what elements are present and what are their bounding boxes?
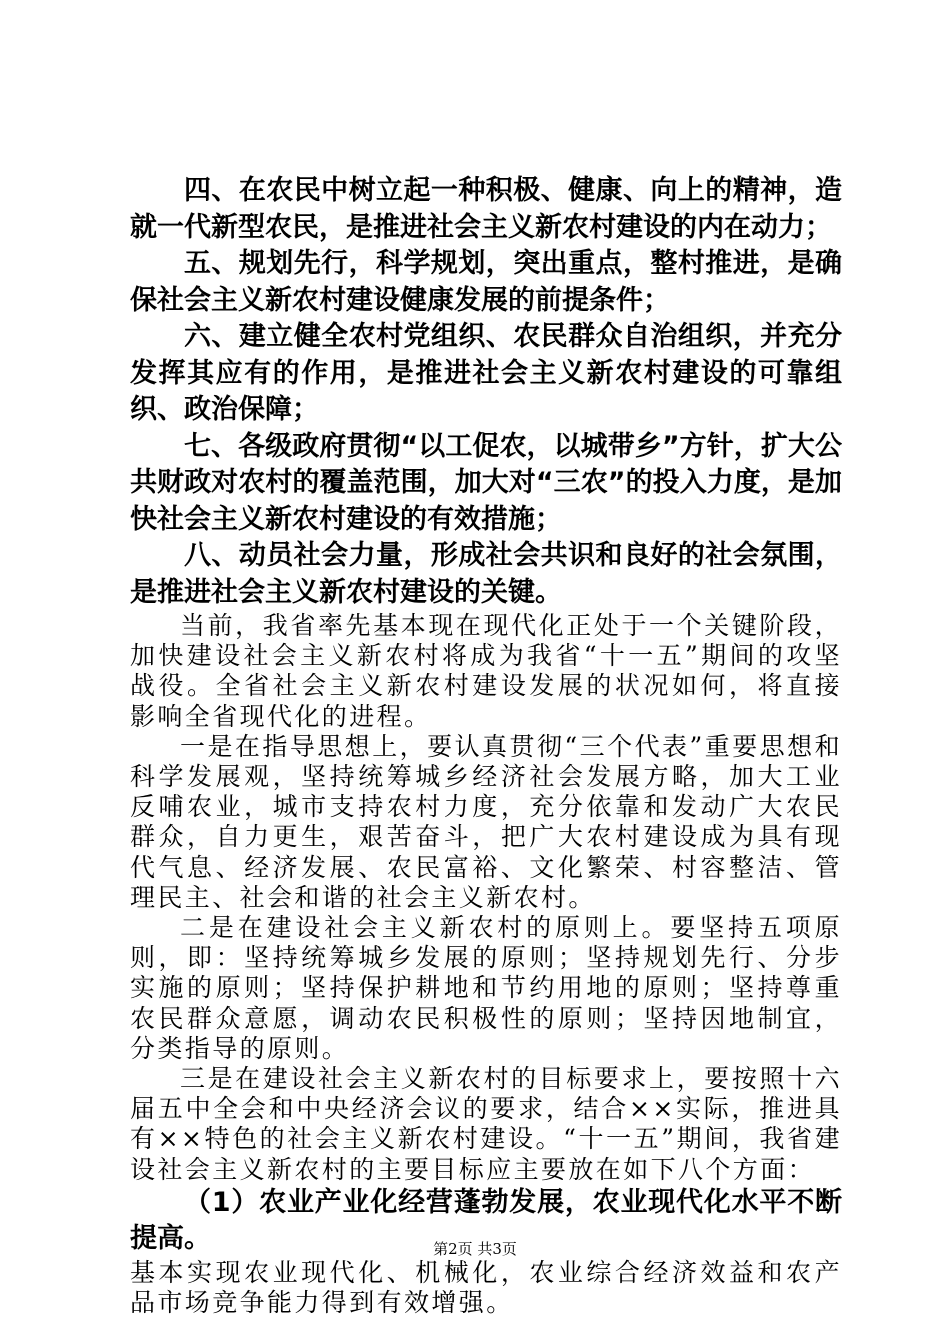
paragraph-targets: 三是在建设社会主义新农村的目标要求上，要按照十六届五中全会和中央经济会议的要求，结合××实际，推进具有××特色的社会主义新农村建设。“十一五”期间，我省建设社会主义新农村的主要目标应主要放在如下八个方面：	[130, 1064, 842, 1184]
paragraph-target-1-body: 基本实现农业现代化、机械化，农业综合经济效益和农产品市场竞争能力得到有效增强。	[130, 1257, 842, 1318]
paragraph-4: 四、在农民中树立起一种积极、健康、向上的精神，造就一代新型农民，是推进社会主义新农村建设的内在动力；	[130, 175, 842, 243]
paragraph-8: 八、动员社会力量，形成社会共识和良好的社会氛围，是推进社会主义新农村建设的关键。	[130, 540, 842, 608]
document-body	[130, 173, 842, 1318]
paragraph-5: 五、规划先行，科学规划，突出重点，整村推进，是确保社会主义新农村建设健康发展的前提条件；	[130, 248, 842, 316]
paragraph-principles: 二是在建设社会主义新农村的原则上。要坚持五项原则，即：坚持统筹城乡发展的原则；坚持规划先行、分步实施的原则；坚持保护耕地和节约用地的原则；坚持尊重农民群众意愿，调动农民积极性的原则；坚持因地制宜，分类指导的原则。	[130, 913, 842, 1063]
paragraph-guiding-thought: 一是在指导思想上，要认真贯彻“三个代表”重要思想和科学发展观，坚持统筹城乡经济社会发展方略，加大工业反哺农业，城市支持农村力度，充分依靠和发动广大农民群众，自力更生，艰苦奋斗，把广大农村建设成为具有现代气息、经济发展、农民富裕、文化繁荣、村容整洁、管理民主、社会和谐的社会主义新农村。	[130, 731, 842, 912]
paragraph-target-1-heading: （1）农业产业化经营蓬勃发展，农业现代化水平不断提高。	[130, 1186, 842, 1255]
page-footer: 第2页 共3页	[433, 1240, 517, 1258]
paragraph-current: 当前，我省率先基本现在现代化正处于一个关键阶段，加快建设社会主义新农村将成为我省“十一五”期间的攻坚战役。全省社会主义新农村建设发展的状况如何，将直接影响全省现代化的进程。	[130, 611, 842, 731]
paragraph-6: 六、建立健全农村党组织、农民群众自治组织，并充分发挥其应有的作用，是推进社会主义新农村建设的可靠组织、政治保障；	[130, 321, 842, 425]
paragraph-7: 七、各级政府贯彻“以工促农，以城带乡”方针，扩大公共财政对农村的覆盖范围，加大对“三农”的投入力度，是加快社会主义新农村建设的有效措施；	[130, 430, 842, 535]
